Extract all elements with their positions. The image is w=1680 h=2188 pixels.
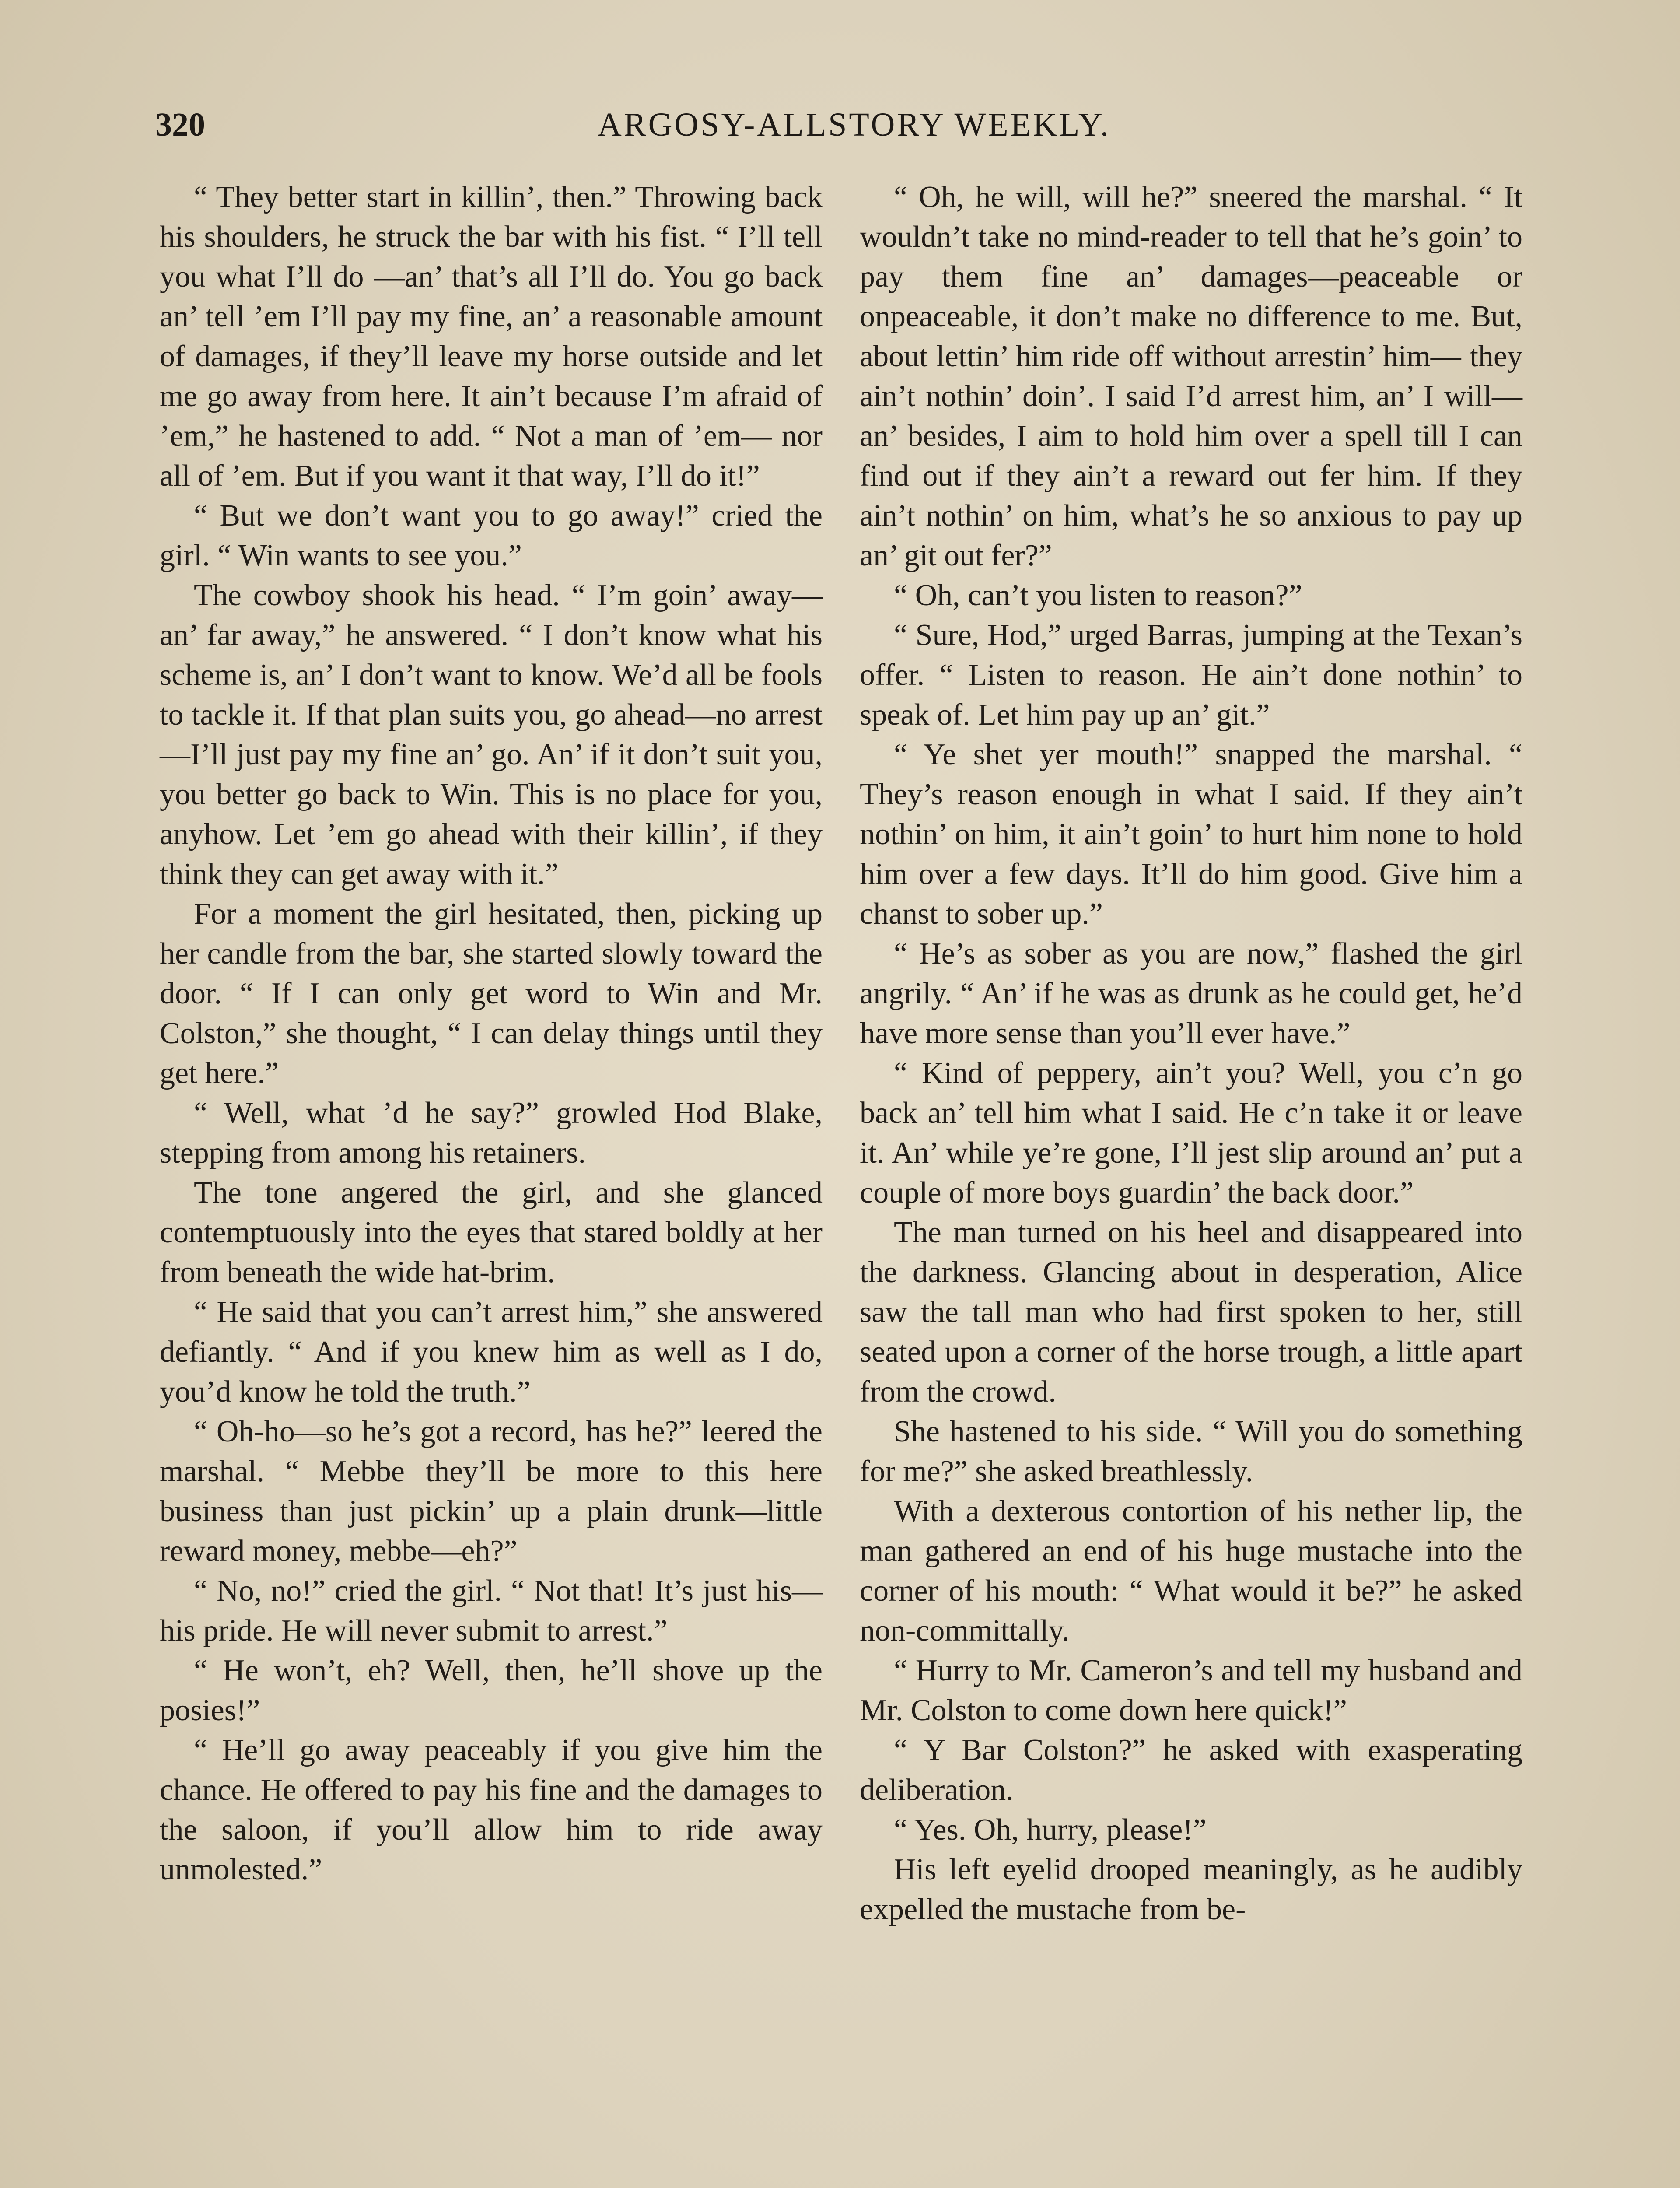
page-number: 320: [155, 106, 205, 143]
paragraph: “ Oh-ho—so he’s got a record, has he?” leered the marshal. “ Mebbe they’ll be more to this here business than just pickin’ up a plain drunk—little reward money, mebbe—eh?”: [160, 1415, 822, 1568]
paragraph: The cowboy shook his head. “ I’m goin’ away—an’ far away,” he answered. “ I don’t know what his scheme is, an’ I don’t want to know. We’d all be fools to tackle it. If that plan suits you, go ahead—no arrest—I’ll just pay my fine an’ go. An’ if it don’t suit you, you better go back to Win. This is no place for you, anyhow. Let ’em go ahead with their killin’, if they think they can get away with it.”: [160, 579, 822, 891]
left-column: [160, 177, 822, 1890]
right-column: [860, 177, 1522, 1929]
paragraph: “ But we don’t want you to go away!” cried the girl. “ Win wants to see you.”: [160, 499, 822, 572]
magazine-title: ARGOSY-ALLSTORY WEEKLY.: [598, 106, 1111, 143]
paragraph: “ Kind of peppery, ain’t you? Well, you c’n go back an’ tell him what I said. He c’n take it or leave it. An’ while ye’re gone, I’ll jest slip around an’ put a couple of more boys guardin’ the back door.”: [860, 1056, 1522, 1210]
paragraph: “ He said that you can’t arrest him,” she answered defiantly. “ And if you knew him as well as I do, you’d know he told the truth.”: [160, 1295, 822, 1409]
paragraph: “ Well, what ’d he say?” growled Hod Blake, stepping from among his retainers.: [160, 1096, 822, 1170]
paragraph: “ Oh, can’t you listen to reason?”: [894, 579, 1302, 612]
paragraph: “ Y Bar Colston?” he asked with exasperating deliberation.: [860, 1733, 1522, 1807]
paragraph: She hastened to his side. “ Will you do something for me?” she asked breathlessly.: [860, 1415, 1522, 1488]
paragraph: The man turned on his heel and disappeared into the darkness. Glancing about in desperation, Alice saw the tall man who had first spoken to her, still seated upon a corner of the horse trough, a little apart from the crowd.: [860, 1216, 1522, 1409]
paragraph: “ Yes. Oh, hurry, please!”: [894, 1813, 1207, 1847]
paragraph: “ He’ll go away peaceably if you give him the chance. He offered to pay his fine and the damages to the saloon, if you’ll allow him to ride away unmolested.”: [160, 1733, 822, 1886]
paragraph: With a dexterous contortion of his nether lip, the man gathered an end of his huge mustache into the corner of his mouth: “ What would it be?” he asked non-committally.: [860, 1494, 1522, 1648]
paragraph: “ Oh, he will, will he?” sneered the marshal. “ It wouldn’t take no mind-reader to tell that he’s goin’ to pay them fine an’ damages—peaceable or onpeaceable, it don’t make no difference to me. But, about lettin’ him ride off without arrestin’ him— they ain’t nothin’ doin’. I said I’d arrest him, an’ I will—an’ besides, I aim to hold him over a spell till I can find out if they ain’t a reward out fer him. If they ain’t nothin’ on him, what’s he so anxious to pay up an’ git out fer?”: [860, 180, 1522, 572]
paragraph: For a moment the girl hesitated, then, picking up her candle from the bar, she started slowly toward the door. “ If I can only get word to Win and Mr. Colston,” she thought, “ I can delay things until they get here.”: [160, 897, 822, 1090]
paragraph: “ He’s as sober as you are now,” flashed the girl angrily. “ An’ if he was as drunk as he could get, he’d have more sense than you’ll ever have.”: [860, 937, 1522, 1050]
running-head: [155, 101, 1553, 149]
paragraph: The tone angered the girl, and she glanced contemptuously into the eyes that stared boldly at her from beneath the wide hat-brim.: [160, 1176, 822, 1289]
paragraph: “ He won’t, eh? Well, then, he’ll shove up the posies!”: [160, 1654, 822, 1727]
paragraph: “ They better start in killin’, then.” Throwing back his shoulders, he struck the bar with his fist. “ I’ll tell you what I’ll do —an’ that’s all I’ll do. You go back an’ tell ’em I’ll pay my fine, an’ a reasonable amount of damages, if they’ll leave my horse outside and let me go away from here. It ain’t because I’m afraid of ’em,” he hastened to add. “ Not a man of ’em— nor all of ’em. But if you want it that way, I’ll do it!”: [160, 180, 822, 493]
paragraph: “ No, no!” cried the girl. “ Not that! It’s just his—his pride. He will never submit to arrest.”: [160, 1574, 822, 1648]
paragraph: His left eyelid drooped meaningly, as he audibly expelled the mustache from be-: [860, 1853, 1522, 1926]
paragraph: “ Hurry to Mr. Cameron’s and tell my husband and Mr. Colston to come down here quick!”: [860, 1654, 1522, 1727]
paragraph: “ Ye shet yer mouth!” snapped the marshal. “ They’s reason enough in what I said. If they ain’t nothin’ on him, it ain’t goin’ to hurt him none to hold him over a few days. It’ll do him good. Give him a chanst to sober up.”: [860, 738, 1522, 931]
paragraph: “ Sure, Hod,” urged Barras, jumping at the Texan’s offer. “ Listen to reason. He ain’t done nothin’ to speak of. Let him pay up an’ git.”: [860, 618, 1522, 732]
